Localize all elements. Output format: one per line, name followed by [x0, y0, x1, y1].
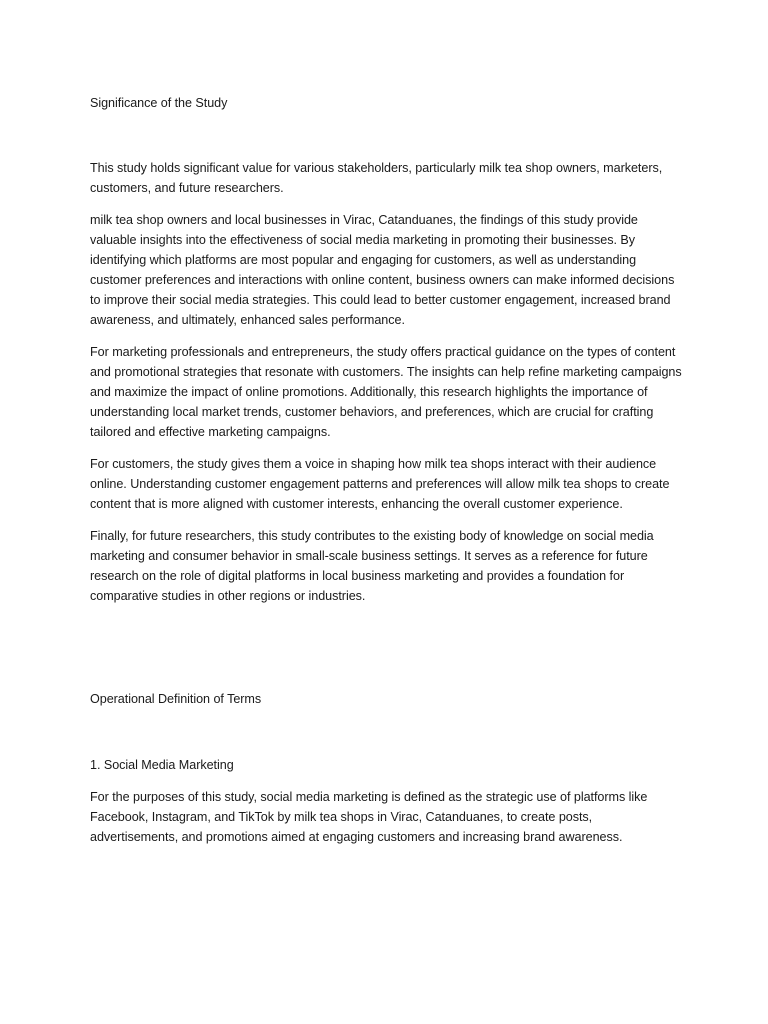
paragraph-intro: This study holds significant value for various stakeholders, particularly milk tea shop owners, marketers, customers, and future researchers. [90, 161, 663, 195]
section-heading-significance: Significance of the Study [90, 96, 228, 110]
section-spacer [90, 618, 682, 689]
paragraph-researchers: Finally, for future researchers, this study contributes to the existing body of knowledge on social media marketing and consumer behavior in small-scale business settings. It serves as a reference for future research on the role of digital platforms in local business marketing and provides a foundation for comparative studies in other regions or industries. [90, 529, 654, 603]
paragraph-customers: For customers, the study gives them a voice in shaping how milk tea shops interact with their audience online. Understanding customer engagement patterns and preferences will allow milk tea shops to create content that is more aligned with customer interests, enhancing the overall customer experience. [90, 457, 670, 511]
term-definition-social-media-marketing: For the purposes of this study, social media marketing is defined as the strategic use of platforms like Facebook, Instagram, and TikTok by milk tea shops in Virac, Catanduanes, to create posts, advertisements, and promotions aimed at engaging customers and increasing brand awareness. [90, 790, 648, 844]
document-body [90, 93, 682, 859]
paragraph-shop-owners: milk tea shop owners and local businesses in Virac, Catanduanes, the findings of this study provide valuable insights into the effectiveness of social media marketing in promoting their businesses. By identifying which platforms are most popular and engaging for customers, as well as understanding customer preferences and interactions with online content, business owners can make informed decisions to improve their social media strategies. This could lead to better customer engagement, increased brand awareness, and ultimately, enhanced sales performance. [90, 213, 675, 327]
paragraph-marketers: For marketing professionals and entrepreneurs, the study offers practical guidance on the types of content and promotional strategies that resonate with customers. The insights can help refine marketing campaigns and maximize the impact of online promotions. Additionally, this research highlights the importance of understanding local market trends, customer behaviors, and preferences, which are crucial for crafting tailored and effective marketing campaigns. [90, 345, 682, 439]
section-heading-definitions: Operational Definition of Terms [90, 692, 262, 706]
term-heading-social-media-marketing: 1. Social Media Marketing [90, 758, 234, 772]
